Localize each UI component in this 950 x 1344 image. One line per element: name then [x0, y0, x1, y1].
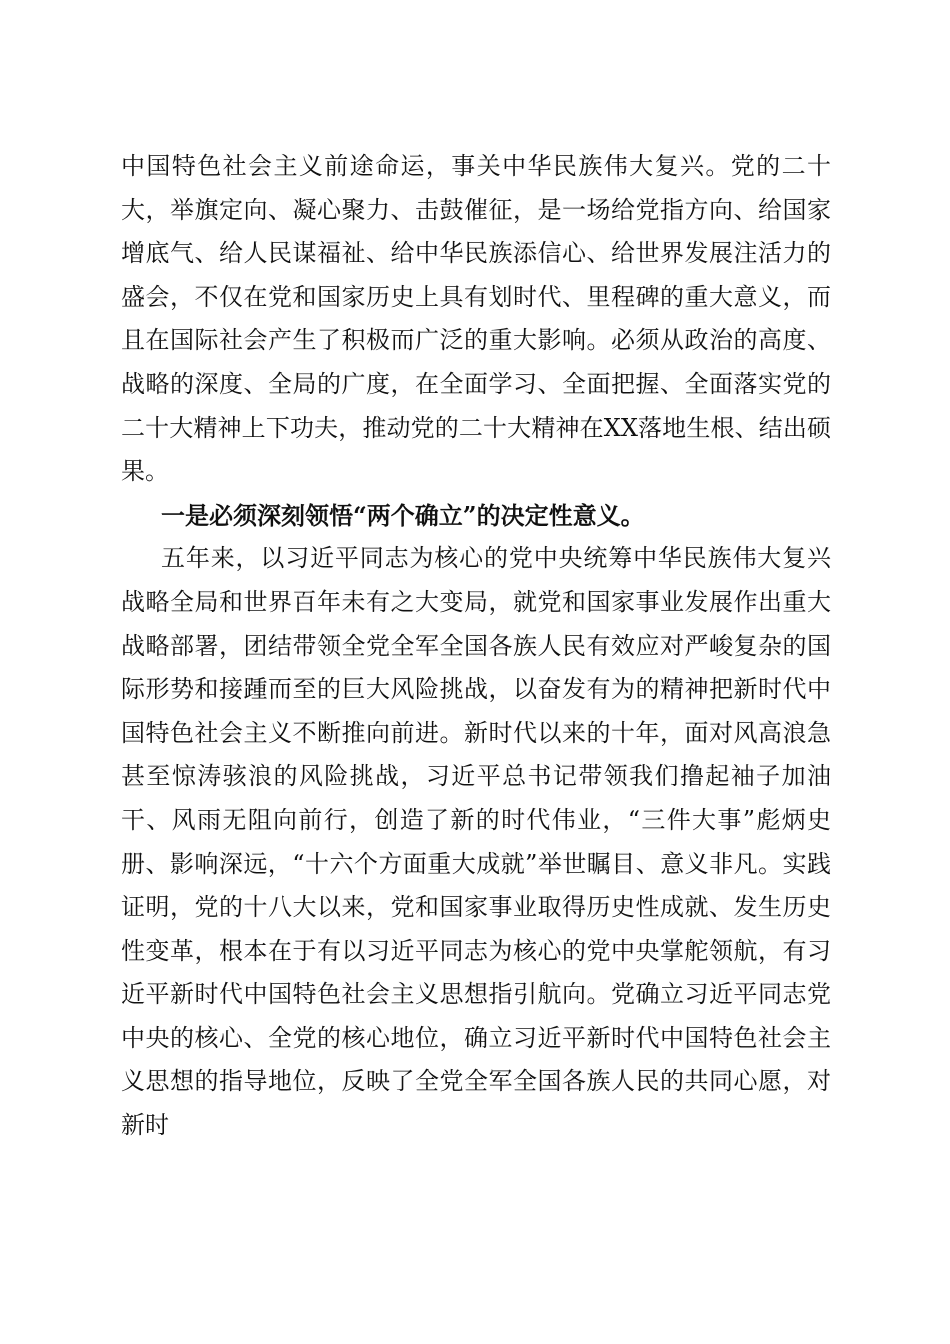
paragraph-continuation: 中国特色社会主义前途命运，事关中华民族伟大复兴。党的二十大，举旗定向、凝心聚力、击鼓催征，是一场给党指方向、给国家增底气、给人民谋福祉、给中华民族添信心、给世界发展注活力的盛会，不仅在党和国家历史上具有划时代、里程碑的重大意义，而且在国际社会产生了积极而广泛的重大影响。必须从政治的高度、战略的深度、全局的广度，在全面学习、全面把握、全面落实党的二十大精神上下功夫，推动党的二十大精神在XX落地生根、结出硕果。 — [121, 152, 831, 486]
paragraph-body: 五年来，以习近平同志为核心的党中央统筹中华民族伟大复兴战略全局和世界百年未有之大变局，就党和国家事业发展作出重大战略部署，团结带领全党全军全国各族人民有效应对严峻复杂的国际形势和接踵而至的巨大风险挑战，以奋发有为的精神把新时代中国特色社会主义不断推向前进。新时代以来的十年，面对风高浪急甚至惊涛骇浪的风险挑战，习近平总书记带领我们撸起袖子加油干、风雨无阻向前行，创造了新的时代伟业，“三件大事”彪炳史册、影响深远，“十六个方面重大成就”举世瞩目、意义非凡。实践证明，党的十八大以来，党和国家事业取得历史性成就、发生历史性变革，根本在于有以习近平同志为核心的党中央掌舵领航，有习近平新时代中国特色社会主义思想指引航向。党确立习近平同志党中央的核心、全党的核心地位，确立习近平新时代中国特色社会主义思想的指导地位，反映了全党全军全国各族人民的共同心愿，对新时 — [121, 544, 831, 1140]
section-heading: 一是必须深刻领悟“两个确立”的决定性意义。 — [161, 500, 645, 530]
document-body — [121, 145, 831, 1148]
